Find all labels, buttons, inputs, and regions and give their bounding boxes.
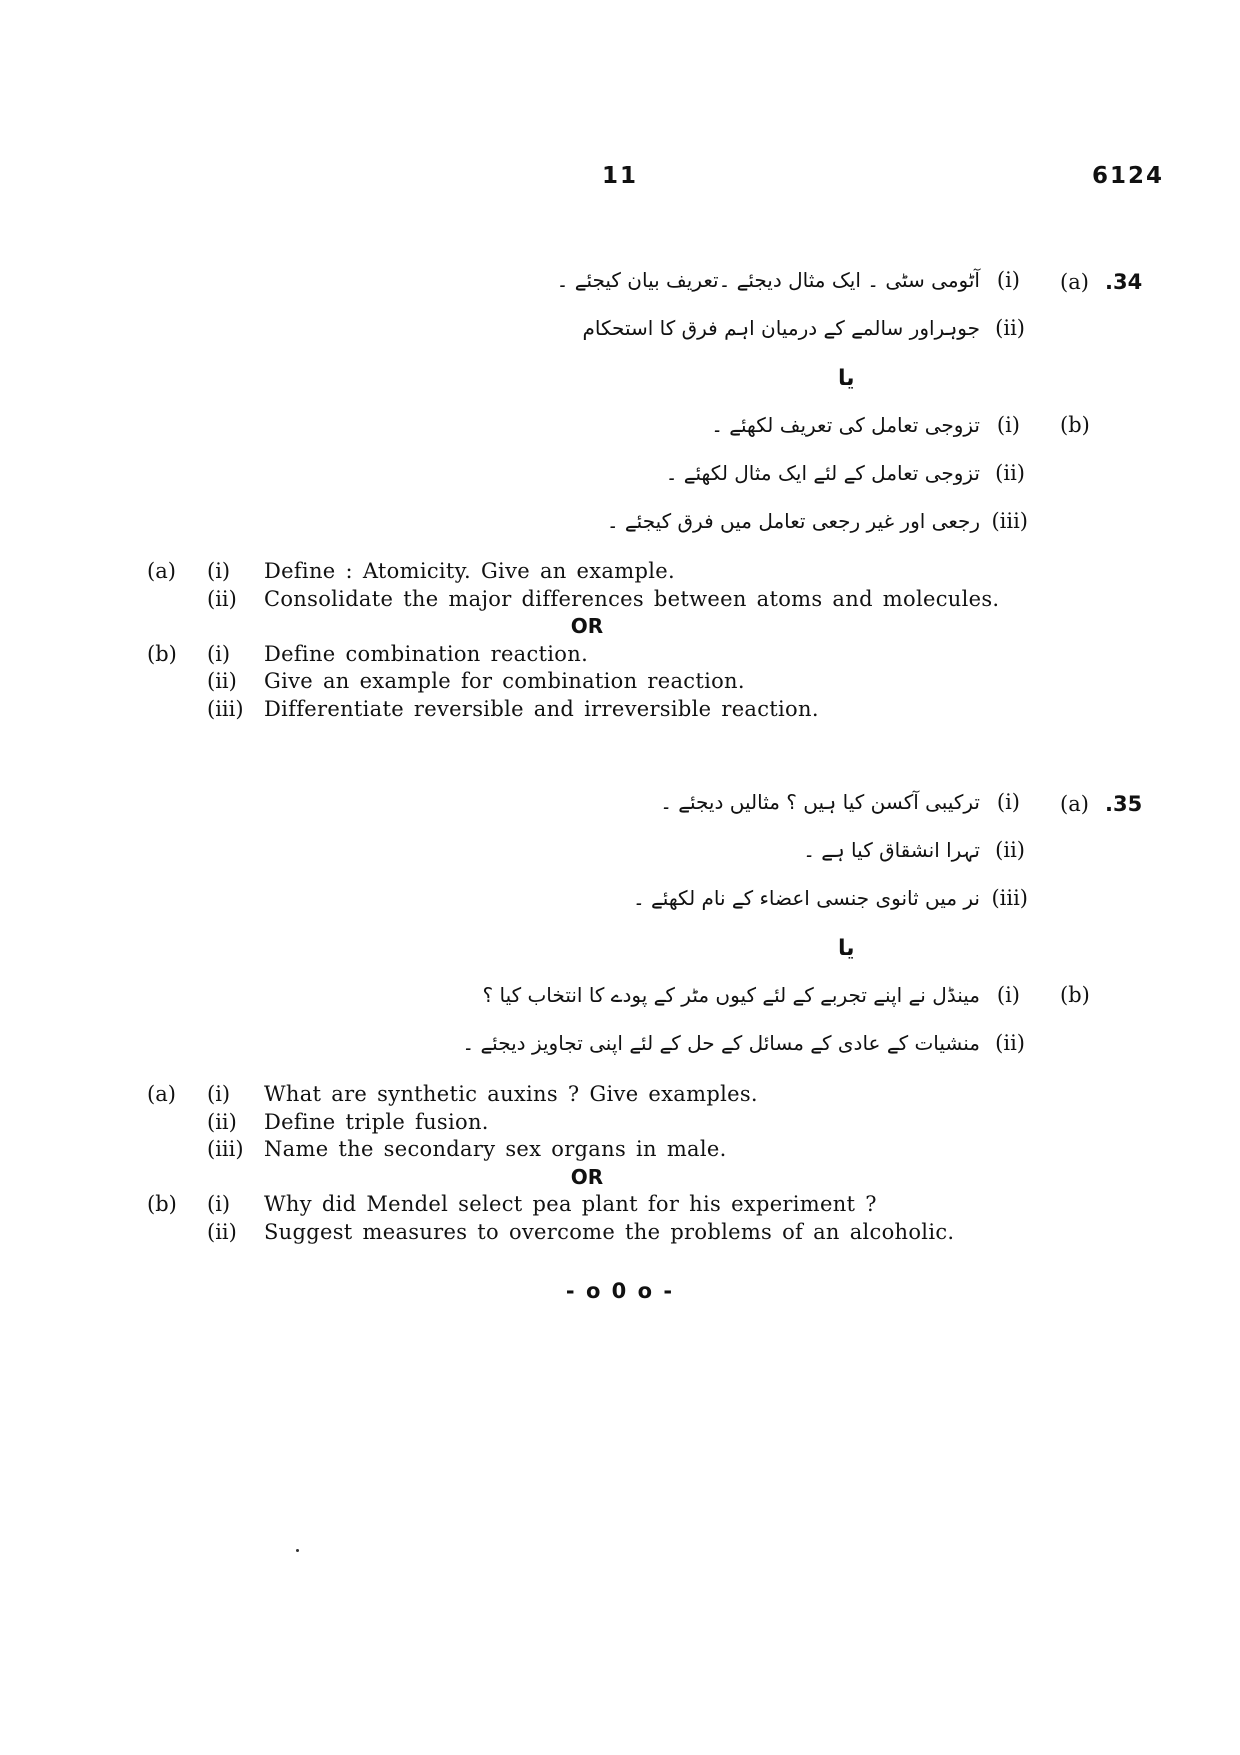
item-marker: (iii): [207, 696, 244, 721]
item-marker: (ii): [995, 461, 1025, 485]
q34-urdu-a-ii: [500, 316, 1025, 356]
part-label: (b): [147, 641, 177, 666]
q35-urdu-or: یا: [838, 936, 855, 961]
item-marker: (ii): [207, 586, 237, 611]
question-text: Define : Atomicity. Give an example.: [264, 559, 675, 583]
q35-urdu-a-ii: [500, 838, 1025, 878]
q35-urdu-a-label: (a): [1060, 792, 1089, 816]
q34-urdu-b-ii: [500, 461, 1025, 501]
question-text: Why did Mendel select pea plant for his experiment ?: [264, 1192, 877, 1216]
part-label: (a): [147, 559, 176, 583]
q34-urdu-b-i: [500, 413, 1020, 453]
urdu-text: تہرا انشقاق کیا ہے ۔: [803, 838, 980, 862]
question-text: What are synthetic auxins ? Give examples.: [264, 1082, 758, 1106]
q35-number: .35: [1105, 792, 1143, 816]
urdu-text: ترکیبی آکسن کیا ہیں ؟ مثالیں دیجئے ۔: [660, 790, 980, 814]
part-label: (a): [147, 1082, 176, 1106]
q35-en-b-i: [147, 1191, 1097, 1219]
q34-en-a-ii: [147, 586, 1097, 614]
q35-en-b-ii: [147, 1219, 1097, 1247]
q34-en-b-iii: [147, 696, 1097, 724]
q34-en-or: OR: [570, 614, 604, 638]
page-number: 11: [602, 163, 639, 189]
q35-urdu-a-iii: [500, 886, 1028, 926]
item-marker: (ii): [995, 316, 1025, 340]
item-marker: (i): [207, 641, 231, 666]
q35-en-or: OR: [570, 1164, 604, 1189]
q35-en-a-i: [147, 1081, 1097, 1109]
q34-urdu-b-label: (b): [1060, 413, 1090, 437]
end-mark: [0, 1279, 1240, 1303]
part-label: (b): [147, 1192, 177, 1216]
q34-urdu-a-label: (a): [1060, 270, 1089, 294]
urdu-text: جوہراور سالمے کے درمیان اہم فرق کا استحکام: [582, 316, 980, 340]
urdu-text: تزوجی تعامل کے لئے ایک مثال لکھئے ۔: [665, 461, 980, 485]
question-text: Differentiate reversible and irreversible reaction.: [264, 696, 819, 721]
q34-en-b-i: [147, 641, 1097, 669]
question-text: Name the secondary sex organs in male.: [264, 1137, 727, 1161]
q35-urdu-a-i: [500, 790, 1020, 830]
item-marker: (iii): [991, 886, 1028, 910]
paper-code: 6124: [1092, 163, 1165, 189]
item-marker: (iii): [991, 509, 1028, 533]
q34-en-a-i: [147, 558, 1097, 586]
item-marker: (i): [996, 268, 1020, 292]
question-text: Give an example for combination reaction.: [264, 669, 745, 693]
question-text: Define triple fusion.: [264, 1109, 489, 1134]
q34-english-block: [147, 558, 1097, 723]
q35-urdu-b-i: [482, 983, 1020, 1023]
item-marker: (iii): [207, 1137, 244, 1161]
q35-en-a-ii: [147, 1109, 1097, 1137]
urdu-text: تزوجی تعامل کی تعریف لکھئے ۔: [711, 413, 980, 437]
q34-en-b-ii: [147, 668, 1097, 696]
q34-urdu-b-iii: [500, 509, 1028, 549]
urdu-text: آٹومی سٹی ۔ ایک مثال دیجئے ۔تعریف بیان کیجئے ۔: [556, 268, 980, 292]
question-text: Consolidate the major differences between atoms and molecules.: [264, 586, 1000, 611]
urdu-text: مینڈل نے اپنے تجربے کے لئے کیوں مٹر کے پودے کا انتخاب کیا ؟: [482, 983, 980, 1007]
item-marker: (ii): [207, 1109, 237, 1134]
q35-en-a-iii: [147, 1136, 1097, 1164]
end-mark-text: - o 0 o -: [565, 1279, 675, 1303]
q34-number: .34: [1105, 270, 1143, 294]
scan-dot: [296, 1549, 299, 1552]
item-marker: (i): [207, 1082, 231, 1106]
q35-english-block: [147, 1081, 1097, 1246]
item-marker: (i): [996, 983, 1020, 1007]
q34-urdu-or: یا: [838, 366, 855, 391]
urdu-text: نر میں ثانوی جنسی اعضاء کے نام لکھئے ۔: [632, 886, 980, 910]
item-marker: (ii): [207, 1219, 237, 1244]
item-marker: (ii): [995, 838, 1025, 862]
item-marker: (i): [996, 790, 1020, 814]
item-marker: (i): [207, 1192, 231, 1216]
question-text: Suggest measures to overcome the problems of an alcoholic.: [264, 1219, 955, 1244]
item-marker: (i): [996, 413, 1020, 437]
item-marker: (i): [207, 559, 231, 583]
q34-urdu-a-i: [500, 268, 1020, 308]
question-text: Define combination reaction.: [264, 641, 589, 666]
urdu-text: منشیات کے عادی کے مسائل کے حل کے لئے اپنی تجاویز دیجئے ۔: [462, 1031, 980, 1055]
q35-urdu-b-ii: [462, 1031, 1025, 1071]
item-marker: (ii): [995, 1031, 1025, 1055]
urdu-text: رجعی اور غیر رجعی تعامل میں فرق کیجئے ۔: [606, 509, 980, 533]
q35-urdu-b-label: (b): [1060, 983, 1090, 1007]
item-marker: (ii): [207, 669, 237, 693]
